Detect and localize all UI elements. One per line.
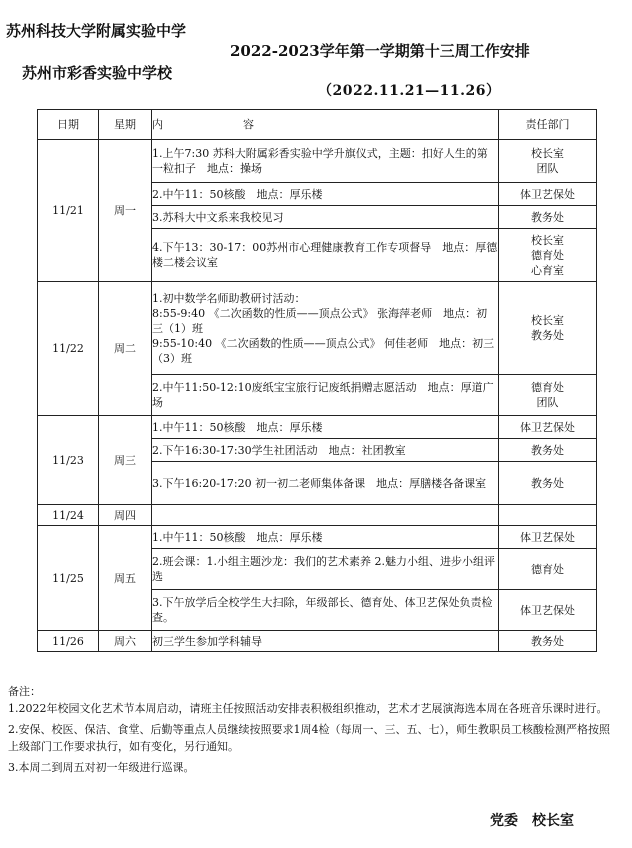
content-cell: 1.初中数学名师助教研讨活动： 8:55-9:40 《二次函数的性质——顶点公式》 张海萍老师 地点：初三（1）班 9:55-10:40 《二次函数的性质——顶点公式》 何佳老师 地点：初三（3）班 (152, 282, 499, 375)
weekday-cell: 周四 (99, 505, 152, 526)
content-cell (152, 505, 499, 526)
dept-cell: 德育处 团队 (499, 375, 597, 416)
table-header-row (38, 110, 597, 140)
date-range: （2022.11.21—11.26） (318, 83, 501, 99)
header-date: 日期 (38, 110, 99, 140)
header-weekday: 星期 (99, 110, 152, 140)
content-cell: 3.下午16:20-17:20 初一初二老师集体备课 地点：厚膳楼各备课室 (152, 462, 499, 505)
content-cell: 3.下午放学后全校学生大扫除，年级部长、德育处、体卫艺保处负责检查。 (152, 590, 499, 631)
note-item: 3.本周二到周五对初一年级进行巡课。 (8, 761, 195, 774)
header-content-b: 容 (243, 118, 254, 131)
header-dept: 责任部门 (499, 110, 597, 140)
dept-cell: 体卫艺保处 (499, 526, 597, 549)
signature-office: 校长室 (532, 813, 574, 829)
weekday-cell: 周六 (99, 631, 152, 652)
schedule-table (37, 109, 597, 652)
header-content (152, 110, 499, 140)
date-cell: 11/23 (38, 416, 99, 505)
school-name-line2: 苏州市彩香实验中学校 (22, 64, 173, 82)
dept-cell: 教务处 (499, 206, 597, 229)
signature (490, 810, 588, 830)
school-name-line1: 苏州科技大学附属实验中学 (6, 22, 187, 40)
table-row (38, 416, 597, 439)
table-row (38, 526, 597, 549)
content-cell: 3.苏科大中文系来我校见习 (152, 206, 499, 229)
weekday-cell: 周五 (99, 526, 152, 631)
note-item: 1.2022年校园文化艺术节本周启动，请班主任按照活动安排表积极组织推动，艺术才艺展演海选本周在各班音乐课时进行。 (8, 702, 608, 715)
dept-cell: 校长室 德育处 心育室 (499, 229, 597, 282)
header-content-a: 内 (152, 118, 163, 131)
table-row (38, 505, 597, 526)
content-cell: 2.中午11:50-12:10废纸宝宝旅行记废纸捐赠志愿活动 地点：厚道广场 (152, 375, 499, 416)
dept-cell: 体卫艺保处 (499, 416, 597, 439)
content-cell: 初三学生参加学科辅导 (152, 631, 499, 652)
notes (8, 683, 620, 776)
dept-cell (499, 505, 597, 526)
table-row (38, 140, 597, 183)
date-cell: 11/24 (38, 505, 99, 526)
dept-cell: 校长室 教务处 (499, 282, 597, 375)
weekday-cell: 周二 (99, 282, 152, 416)
dept-cell: 校长室 团队 (499, 140, 597, 183)
dept-cell: 体卫艺保处 (499, 590, 597, 631)
content-cell: 1.上午7:30 苏科大附属彩香实验中学升旗仪式，主题：扣好人生的第一粒扣子 地点：操场 (152, 140, 499, 183)
dept-cell: 体卫艺保处 (499, 183, 597, 206)
note-item: 2.安保、校医、保洁、食堂、后勤等重点人员继续按照要求1周4检（每周一、三、五、七），师生教职员工核酸检测严格按照上级部门工作要求执行，如有变化，另行通知。 (8, 723, 610, 753)
date-cell: 11/25 (38, 526, 99, 631)
content-cell: 1.中午11：50核酸 地点：厚乐楼 (152, 526, 499, 549)
notes-label: 备注： (8, 685, 41, 698)
content-cell: 4.下午13：30-17：00苏州市心理健康教育工作专项督导 地点：厚德楼二楼会议室 (152, 229, 499, 282)
content-cell: 2.中午11：50核酸 地点：厚乐楼 (152, 183, 499, 206)
dept-cell: 德育处 (499, 549, 597, 590)
table-row (38, 631, 597, 652)
table-row (38, 282, 597, 375)
content-cell: 1.中午11：50核酸 地点：厚乐楼 (152, 416, 499, 439)
dept-cell: 教务处 (499, 631, 597, 652)
document-title: 2022-2023学年第一学期第十三周工作安排 (230, 42, 530, 60)
weekday-cell: 周一 (99, 140, 152, 282)
schedule-body (38, 140, 597, 652)
content-cell: 2.班会课：1.小组主题沙龙：我们的艺术素养 2.魅力小组、进步小组评选 (152, 549, 499, 590)
signature-party: 党委 (490, 813, 518, 829)
date-cell: 11/22 (38, 282, 99, 416)
dept-cell: 教务处 (499, 462, 597, 505)
weekday-cell: 周三 (99, 416, 152, 505)
date-cell: 11/26 (38, 631, 99, 652)
date-cell: 11/21 (38, 140, 99, 282)
dept-cell: 教务处 (499, 439, 597, 462)
content-cell: 2.下午16:30-17:30学生社团活动 地点：社团教室 (152, 439, 499, 462)
